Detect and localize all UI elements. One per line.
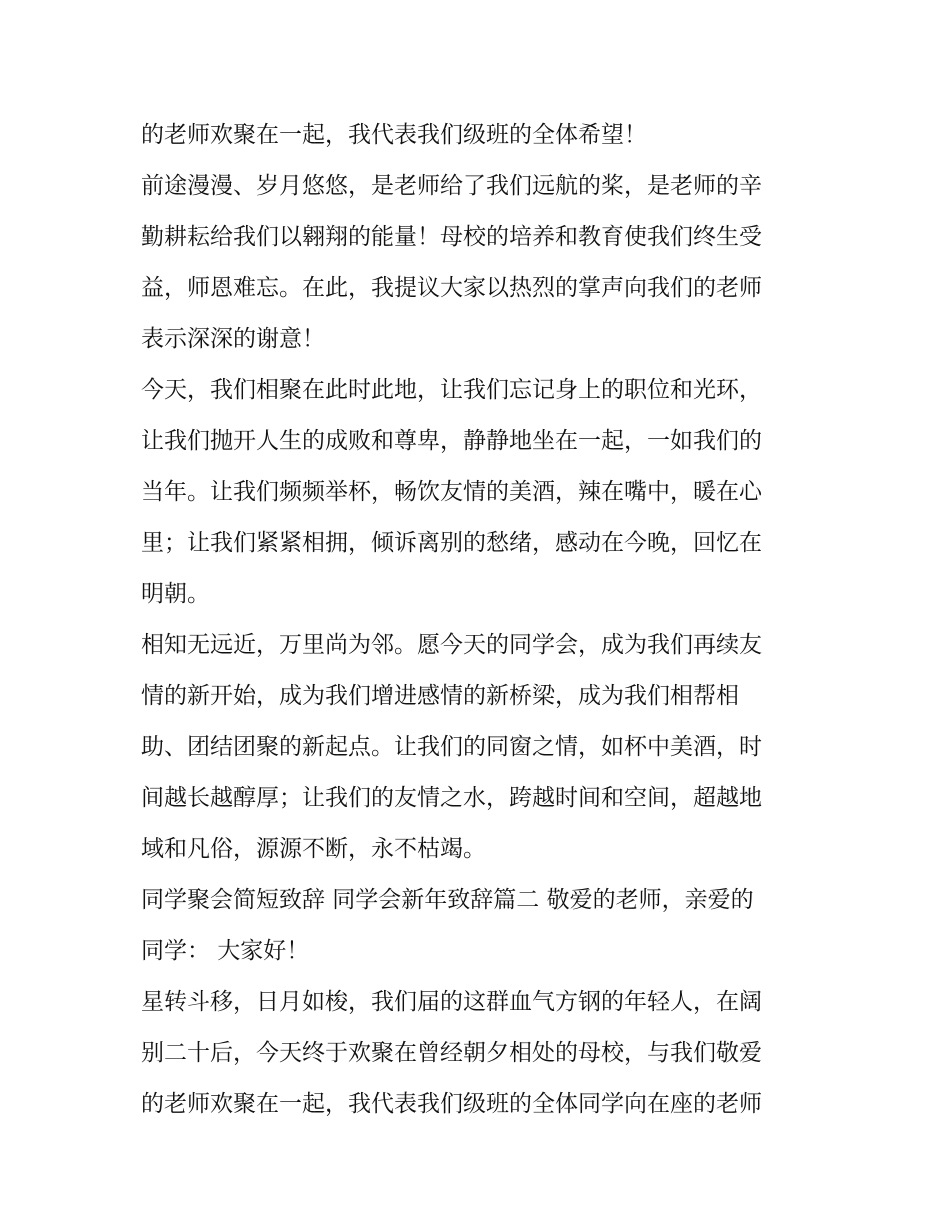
text-line: 表示深深的谢意！: [141, 326, 325, 352]
text-line: 里；让我们紧紧相拥，倾诉离别的愁绪，感动在今晚，回忆在: [141, 530, 762, 556]
text-line: 当年。让我们频频举杯，畅饮友情的美酒，辣在嘴中，暖在心: [141, 479, 762, 505]
text-line: 别二十后，今天终于欢聚在曾经朝夕相处的母校，与我们敬爱: [141, 1040, 762, 1066]
text-line: 益，师恩难忘。在此，我提议大家以热烈的掌声向我们的老师: [141, 275, 762, 301]
text-line: 相知无远近，万里尚为邻。愿今天的同学会，成为我们再续友: [141, 632, 762, 658]
text-line: 的老师欢聚在一起，我代表我们级班的全体同学向在座的老师: [141, 1091, 762, 1117]
text-line: 同学： 大家好！: [141, 938, 310, 964]
text-line: 同学聚会简短致辞 同学会新年致辞篇二 敬爱的老师，亲爱的: [141, 887, 754, 913]
text-line: 让我们抛开人生的成败和尊卑，静静地坐在一起，一如我们的: [141, 428, 762, 454]
text-line: 勤耕耘给我们以翱翔的能量！母校的培养和教育使我们终生受: [141, 224, 762, 250]
text-line: 的老师欢聚在一起，我代表我们级班的全体希望！: [141, 122, 647, 148]
text-line: 星转斗移，日月如梭，我们届的这群血气方钢的年轻人，在阔: [141, 989, 762, 1015]
text-line: 今天，我们相聚在此时此地，让我们忘记身上的职位和光环，: [141, 377, 762, 403]
text-line: 域和凡俗，源源不断，永不枯竭。: [141, 836, 486, 862]
text-line: 情的新开始，成为我们增进感情的新桥梁，成为我们相帮相: [141, 683, 739, 709]
text-line: 间越长越醇厚；让我们的友情之水，跨越时间和空间，超越地: [141, 785, 762, 811]
text-line: 明朝。: [141, 581, 210, 607]
text-line: 前途漫漫、岁月悠悠，是老师给了我们远航的桨，是老师的辛: [141, 173, 762, 199]
text-line: 助、团结团聚的新起点。让我们的同窗之情，如杯中美酒，时: [141, 734, 762, 760]
document-body: [141, 110, 821, 1130]
